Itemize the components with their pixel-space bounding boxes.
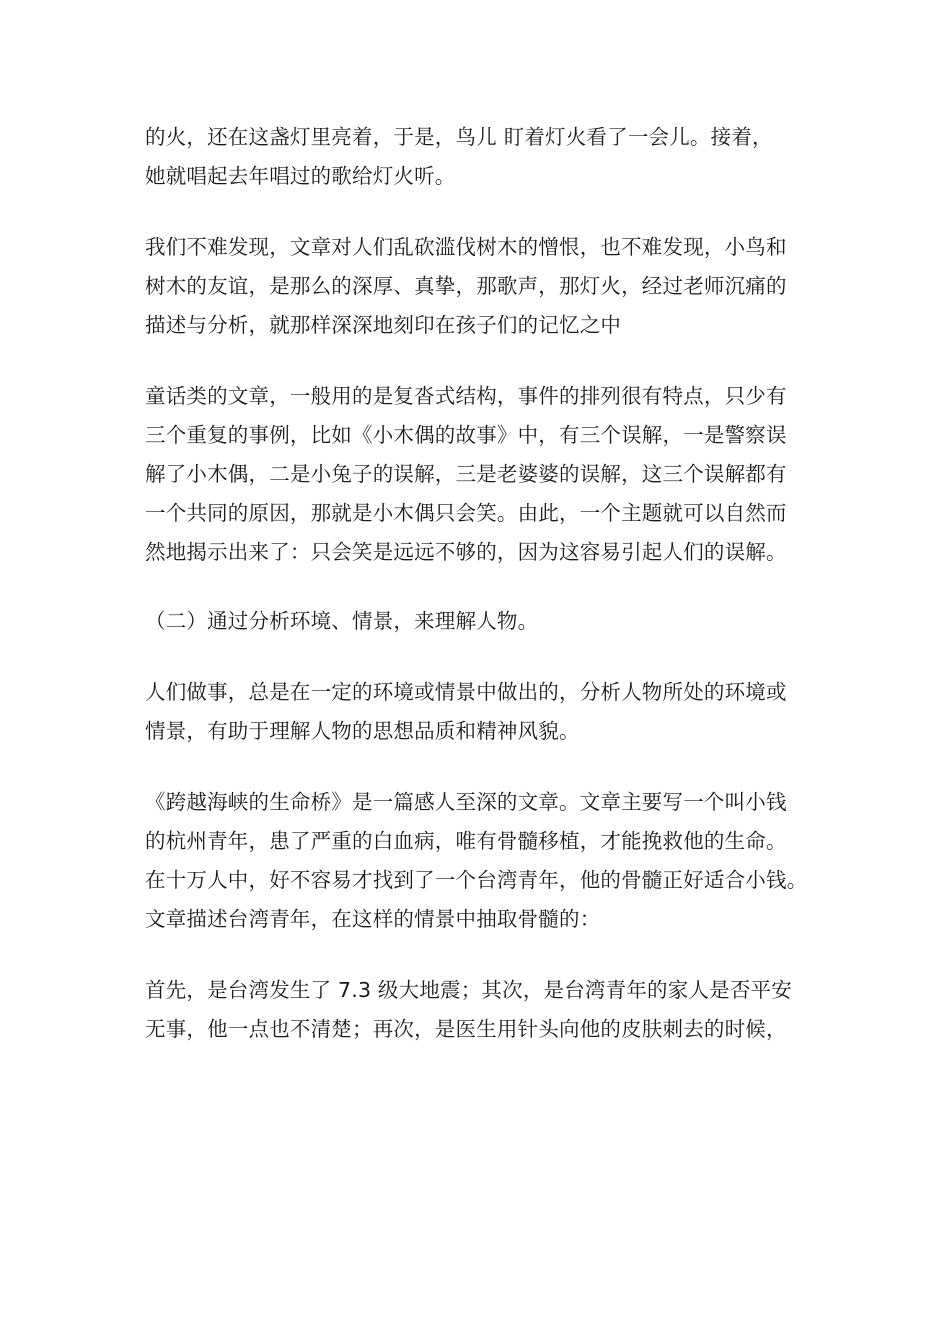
text-line: 我们不难发现，文章对人们乱砍滥伐树木的憎恨，也不难发现，小鸟和 — [145, 235, 787, 259]
text-line: 树木的友谊，是那么的深厚、真挚，那歌声，那灯火，经过老师沉痛的 — [145, 274, 787, 298]
heading-line: （二）通过分析环境、情景，来理解人物。 — [145, 609, 539, 633]
paragraph-2 — [145, 228, 810, 345]
text-line: 她就唱起去年唱过的歌给灯火听。 — [145, 164, 456, 188]
paragraph-6 — [145, 971, 810, 1049]
text-line: 的杭州青年，患了严重的白血病，唯有骨髓移植，才能挽救他的生命。 — [145, 829, 787, 853]
text-line: 然地揭示出来了：只会笑是远远不够的，因为这容易引起人们的误解。 — [145, 540, 787, 564]
section-heading — [145, 602, 810, 641]
text-line: 描述与分析，就那样深深地刻印在孩子们的记忆之中 — [145, 313, 622, 337]
text-line: 童话类的文章，一般用的是复沓式结构，事件的排列很有特点，只少有 — [145, 384, 787, 408]
paragraph-3 — [145, 377, 810, 572]
text-line: 无事，他一点也不清楚；再次，是医生用针头向他的皮肤刺去的时候， — [145, 1017, 787, 1041]
paragraph-4 — [145, 673, 810, 751]
text-line: 文章描述台湾青年，在这样的情景中抽取骨髓的： — [145, 907, 601, 931]
text-line: 首先，是台湾发生了 7.3 级大地震；其次，是台湾青年的家人是否平安 — [145, 978, 792, 1002]
text-line: 人们做事，总是在一定的环境或情景中做出的，分析人物所处的环境或 — [145, 680, 787, 704]
text-line: 一个共同的原因，那就是小木偶只会笑。由此，一个主题就可以自然而 — [145, 501, 787, 525]
paragraph-1 — [145, 118, 810, 196]
document-body — [145, 118, 810, 1049]
paragraph-5 — [145, 783, 810, 939]
text-line: 情景，有助于理解人物的思想品质和精神风貌。 — [145, 719, 580, 743]
text-line: 《跨越海峡的生命桥》是一篇感人至深的文章。文章主要写一个叫小钱 — [145, 790, 787, 814]
text-line: 在十万人中，好不容易才找到了一个台湾青年，他的骨髓正好适合小钱。 — [145, 868, 808, 892]
text-line: 解了小木偶，二是小兔子的误解，三是老婆婆的误解，这三个误解都有 — [145, 462, 787, 486]
text-line: 的火，还在这盏灯里亮着，于是，鸟儿 盯着灯火看了一会儿。接着， — [145, 125, 773, 149]
text-line: 三个重复的事例，比如《小木偶的故事》中，有三个误解，一是警察误 — [145, 423, 787, 447]
